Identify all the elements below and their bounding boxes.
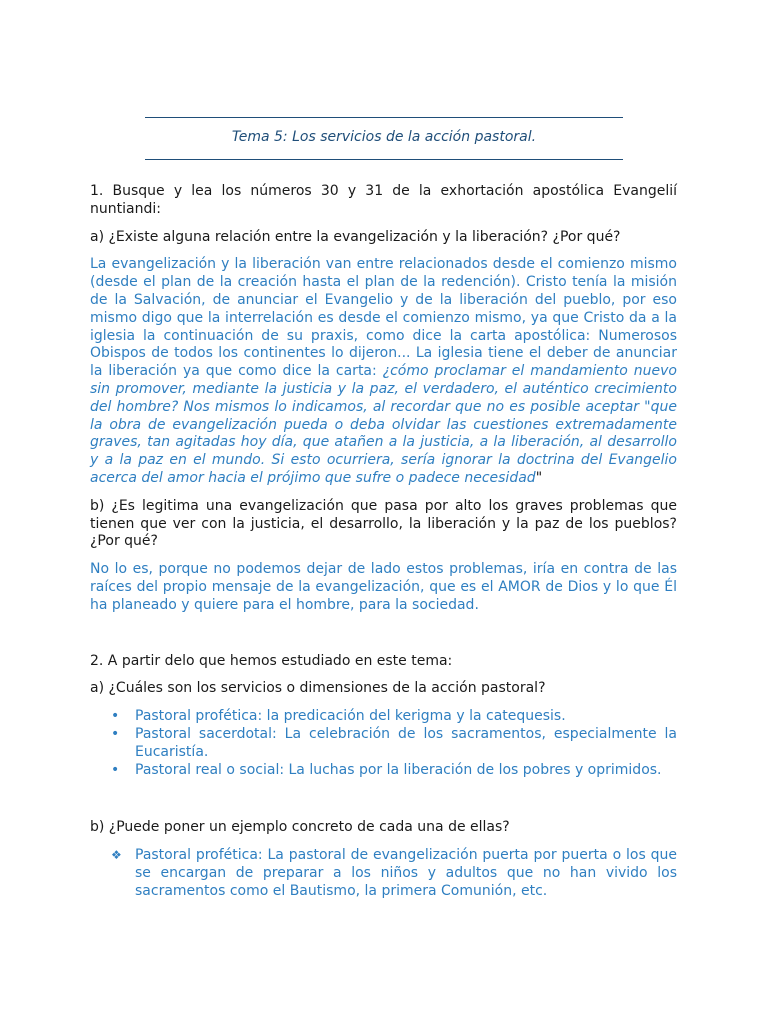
examples-list (90, 847, 677, 900)
spacer (90, 615, 677, 653)
question-1b: b) ¿Es legitima una evangelización que pasa por alto los graves problemas que tienen que ver con la justicia, el desarrollo, la liberación y la paz de los pueblos? ¿Por qué? (90, 497, 677, 550)
question-2: 2. A partir delo que hemos estudiado en este tema: (90, 652, 453, 669)
answer-1a-text: La evangelización y la liberación van entre relacionados desde el comienzo mismo (desde el plan de la creación hasta el plan de la redención). Cristo tenía la misión de la Salvación, de anunciar el Evangelio y de la liberación del pueblo, por eso mismo digo que la interrelación es desde el comienzo mismo, ya que Cristo da a la iglesia la continuación de su praxis, como dice la carta apostólica: Numerosos Obispos de todos los continentes lo dijeron... La iglesia tiene el deber de anunciar la liberación ya que como dice la carta: (90, 256, 677, 380)
bullet-icon: • (111, 761, 120, 778)
document-body (90, 183, 677, 901)
spacer (90, 779, 677, 819)
list-item-text: Pastoral real o social: La luchas por la liberación de los pobres y oprimidos. (135, 761, 662, 778)
list-item (90, 847, 677, 900)
document-title: Tema 5: Los servicios de la acción pastoral. (231, 129, 537, 145)
list-item (90, 726, 677, 762)
title-rule-top (145, 117, 623, 118)
list-item (90, 762, 677, 780)
answer-1a (90, 256, 677, 487)
list-item (90, 708, 677, 726)
services-list (90, 708, 677, 779)
list-item-text: Pastoral profética: La pastoral de evangelización puerta por puerta o los que se encargan de preparar a los niños y adultos que no han vivido los sacramentos como el Bautismo, la primera Comunión, etc. (135, 847, 677, 899)
bullet-icon: • (111, 725, 120, 742)
list-item-text: Pastoral profética: la predicación del kerigma y la catequesis. (135, 708, 566, 725)
answer-1b: No lo es, porque no podemos dejar de lado estos problemas, iría en contra de las raíces del propio mensaje de la evangelización, que es el AMOR de Dios y lo que Él ha planeado y quiere para el hombre, para la sociedad. (90, 561, 677, 613)
question-1: 1. Busque y lea los números 30 y 31 de la exhortación apostólica Evangelií nuntiandi: (90, 183, 677, 217)
list-item-text: Pastoral sacerdotal: La celebración de los sacramentos, especialmente la Eucaristía. (135, 725, 677, 760)
question-1a: a) ¿Existe alguna relación entre la evangelización y la liberación? ¿Por qué? (90, 228, 621, 245)
question-2b: b) ¿Puede poner un ejemplo concreto de cada una de ellas? (90, 819, 510, 836)
title-rule-bottom (145, 159, 623, 160)
answer-1a-quote: ¿cómo proclamar el mandamiento nuevo sin promover, mediante la justicia y la paz, el verdadero, el auténtico crecimiento del hombre? Nos mismos lo indicamos, al recordar que no es posible aceptar "que la obra de evangelización pueda o deba olvidar las cuestiones extremadamente graves, tan agitadas hoy día, que atañen a la justicia, a la liberación, al desarrollo y a la paz en el mundo. Si esto ocurriera, sería ignorar la doctrina del Evangelio acerca del amor hacia el prójimo que sufre o padece necesidad (90, 363, 677, 486)
answer-1a-end: " (535, 469, 543, 486)
bullet-icon: • (111, 708, 120, 725)
diamond-bullet-icon: ❖ (111, 848, 122, 863)
question-2a: a) ¿Cuáles son los servicios o dimensiones de la acción pastoral? (90, 680, 546, 697)
